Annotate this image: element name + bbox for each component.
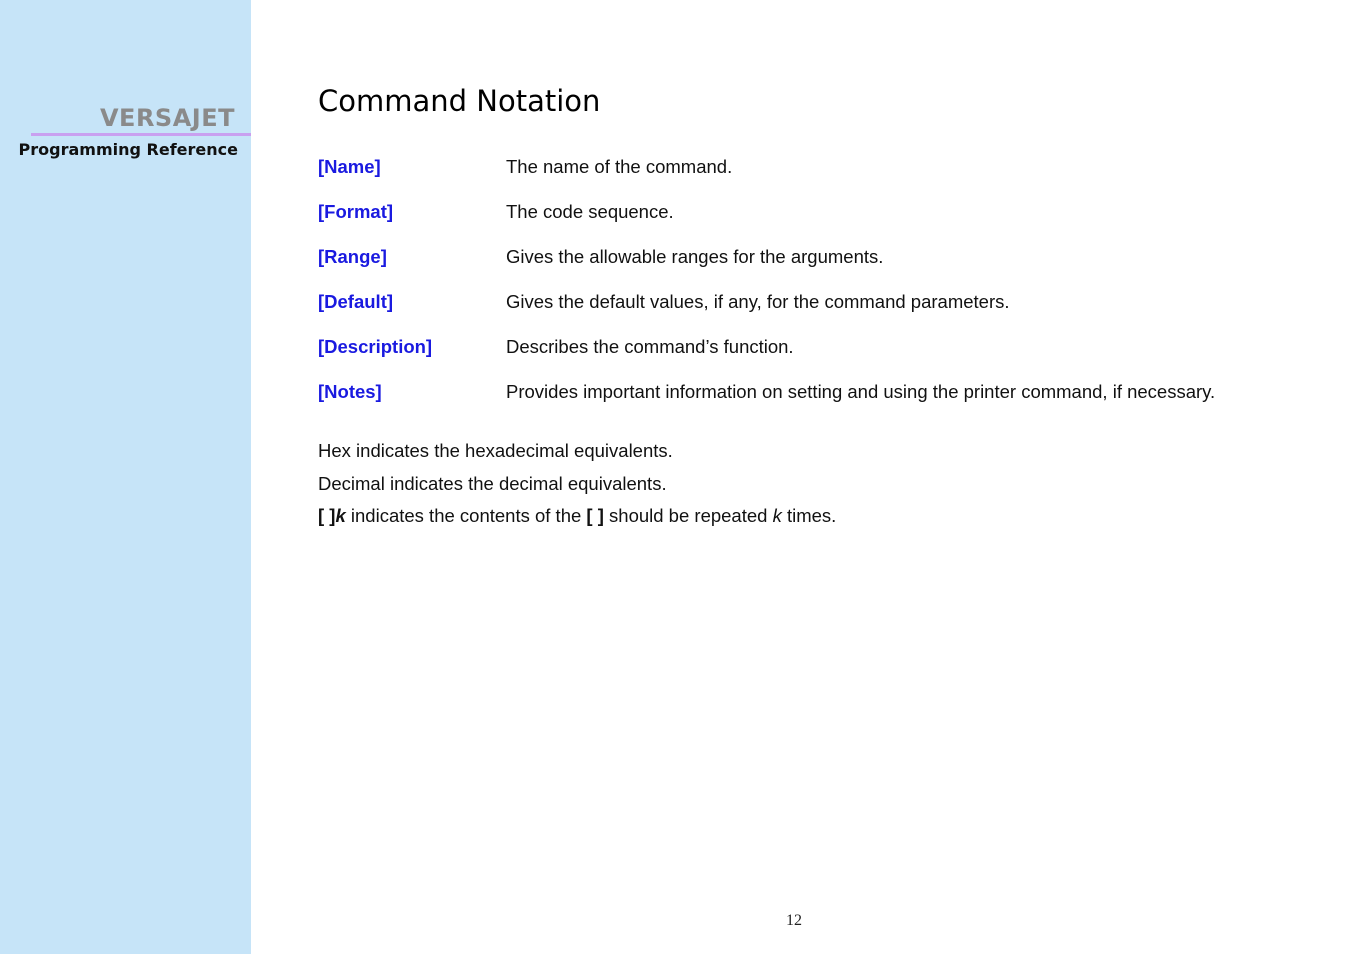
- note-decimal: Decimal indicates the decimal equivalents.: [318, 473, 667, 494]
- note-text: should be repeated: [603, 505, 773, 526]
- document-subtitle: Programming Reference: [18, 140, 238, 159]
- note-hex: Hex indicates the hexadecimal equivalents.: [318, 440, 673, 461]
- definition-term: [Default]: [318, 291, 394, 312]
- bracket-symbol: [ ]: [586, 505, 604, 526]
- definition-description: The code sequence.: [506, 201, 674, 222]
- note-repeat: [318, 505, 836, 527]
- note-text: times.: [781, 505, 837, 526]
- k-variable: k: [335, 505, 346, 526]
- sidebar: [0, 0, 251, 954]
- definition-description: Provides important information on setting and using the printer command, if necessary.: [506, 381, 1216, 402]
- definition-term: [Description]: [318, 336, 433, 357]
- bracket-symbol: [ ]: [318, 505, 336, 526]
- page-title: Command Notation: [318, 84, 601, 118]
- definition-description: Gives the default values, if any, for the command parameters.: [506, 291, 1010, 312]
- definition-term: [Range]: [318, 246, 387, 267]
- k-variable: k: [772, 505, 782, 526]
- definition-description: The name of the command.: [506, 156, 733, 177]
- brand-logo: VERSAJET: [99, 104, 235, 132]
- definition-description: Gives the allowable ranges for the arguments.: [506, 246, 884, 267]
- definition-description: Describes the command’s function.: [506, 336, 794, 357]
- note-text: indicates the contents of the: [345, 505, 587, 526]
- definition-term: [Notes]: [318, 381, 382, 402]
- brand-divider: [31, 133, 251, 136]
- definition-term: [Name]: [318, 156, 381, 177]
- definition-term: [Format]: [318, 201, 394, 222]
- page-number: 12: [786, 912, 802, 929]
